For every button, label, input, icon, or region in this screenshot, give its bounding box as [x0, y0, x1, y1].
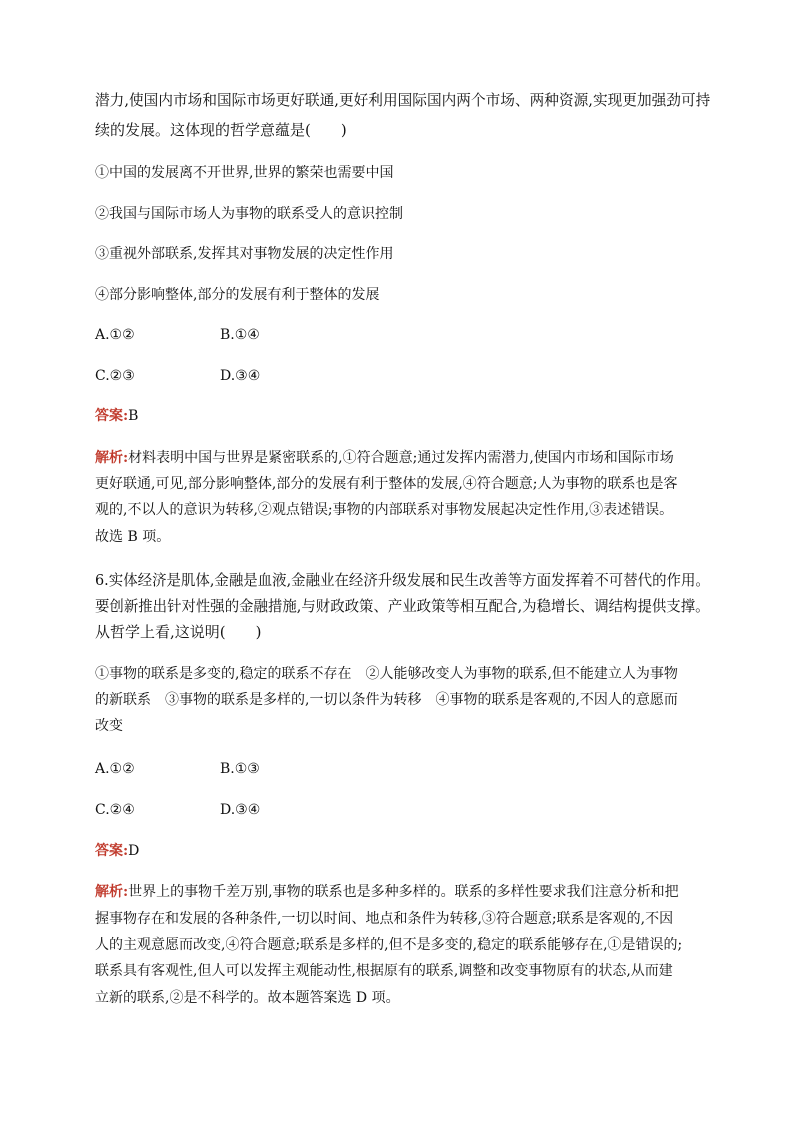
q5-analysis-line-3: 观的,不以人的意识为转移,②观点错误;事物的内部联系对事物发展起决定性作用,③表述错误。: [95, 502, 674, 518]
q6-analysis-line-5: 立新的联系,②是不科学的。故本题答案选 D 项。: [95, 990, 400, 1006]
q5-stem-line-2: 续的发展。这体现的哲学意蕴是( ): [95, 121, 347, 139]
q5-statement-3: ③重视外部联系,发挥其对事物发展的决定性作用: [95, 246, 394, 262]
q6-analysis-line-1: [95, 882, 679, 902]
q6-analysis-line-2: 握事物存在和发展的各种条件,一切以时间、地点和条件为转移,③符合题意;联系是客观的,不因: [95, 911, 674, 927]
q5-option-a: A.①②: [95, 327, 135, 343]
q6-analysis-label: 解析:: [95, 884, 129, 900]
q6-statement-line-3: 改变: [95, 718, 123, 734]
q6-option-d: D.③④: [220, 802, 261, 818]
q6-analysis-text-1: 世界上的事物千差万别,事物的联系也是多种多样的。联系的多样性要求我们注意分析和把: [128, 884, 679, 900]
q5-option-c: C.②③: [95, 368, 135, 384]
q6-statement-line-2: 的新联系 ③事物的联系是多样的,一切以条件为转移 ④事物的联系是客观的,不因人的意愿而: [95, 692, 678, 708]
q5-analysis-line-1: [95, 448, 674, 468]
q5-option-b: B.①④: [220, 327, 260, 343]
q5-statement-4: ④部分影响整体,部分的发展有利于整体的发展: [95, 287, 380, 303]
q6-stem-line-3: 从哲学上看,这说明( ): [95, 623, 262, 641]
q5-analysis-line-2: 更好联通,可见,部分影响整体,部分的发展有利于整体的发展,④符合题意;人为事物的联系也是客: [95, 476, 678, 492]
q5-answer-value: B: [128, 408, 139, 424]
q6-analysis-line-3: 人的主观意愿而改变,④符合题意;联系是多样的,但不是多变的,稳定的联系能够存在,①是错误的;: [95, 937, 683, 953]
q5-answer-label: 答案:: [95, 408, 129, 424]
q6-statement-line-1: ①事物的联系是多变的,稳定的联系不存在 ②人能够改变人为事物的联系,但不能建立人为事物: [95, 666, 678, 682]
q5-analysis-text-1: 材料表明中国与世界是紧密联系的,①符合题意;通过发挥内需潜力,使国内市场和国际市场: [128, 450, 674, 466]
q5-statement-2: ②我国与国际市场人为事物的联系受人的意识控制: [95, 206, 403, 222]
q5-option-d: D.③④: [220, 368, 261, 384]
q6-option-b: B.①③: [220, 761, 260, 777]
q6-answer-value: D: [128, 843, 140, 859]
q6-analysis-line-4: 联系具有客观性,但人可以发挥主观能动性,根据原有的联系,调整和改变事物原有的状态,从而建: [95, 963, 673, 979]
q6-stem-line-1: 6.实体经济是肌体,金融是血液,金融业在经济升级发展和民生改善等方面发挥着不可替代的作用。: [95, 571, 710, 589]
q6-stem-line-2: 要创新推出针对性强的金融措施,与财政政策、产业政策等相互配合,为稳增长、调结构提供支撑。: [95, 597, 710, 615]
q5-answer: [95, 406, 138, 426]
q5-analysis-line-4: 故选 B 项。: [95, 529, 171, 545]
q6-option-a: A.①②: [95, 761, 135, 777]
q6-answer-label: 答案:: [95, 843, 129, 859]
q6-answer: [95, 841, 139, 861]
q5-stem-line-1: 潜力,使国内市场和国际市场更好联通,更好利用国际国内两个市场、两种资源,实现更加强劲可持: [95, 91, 711, 109]
q5-analysis-label: 解析:: [95, 450, 129, 466]
q6-option-c: C.②④: [95, 802, 135, 818]
q5-statement-1: ①中国的发展离不开世界,世界的繁荣也需要中国: [95, 165, 394, 181]
